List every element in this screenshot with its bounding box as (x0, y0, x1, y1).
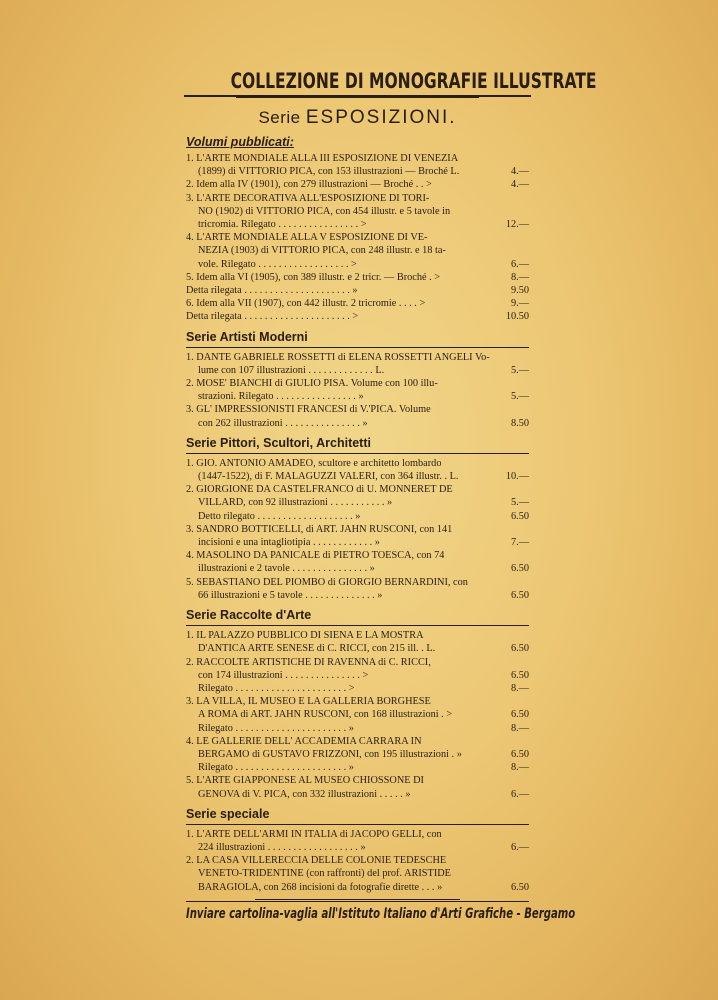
entry-price (527, 828, 529, 841)
entry-price: 8.— (510, 722, 529, 734)
entry-text: 2. Idem alla IV (1901), con 279 illustrazioni — Broché . . > (186, 179, 432, 191)
entry-text: BERGAMO di GUSTAVO FRIZZONI, con 195 illustrazioni . » (198, 748, 462, 760)
entry-price: 4.— (510, 166, 529, 178)
entry-text: 1. DANTE GABRIELE ROSSETTI di ELENA ROSSETTI ANGELI Vo- (186, 351, 490, 363)
entry-line (186, 205, 529, 218)
catalog-section (186, 135, 529, 324)
entry-text: 2. GIORGIONE DA CASTELFRANCO di U. MONNERET DE (186, 484, 453, 496)
series-prefix: Serie (258, 108, 301, 127)
entry-line (186, 284, 529, 297)
entry-price: 10.— (505, 471, 529, 483)
title-divider (184, 95, 531, 97)
entry-price: 8.— (510, 682, 529, 694)
entry-text: NO (1902) di VITTORIO PICA, con 454 illustr. e 5 tavole in (198, 205, 451, 217)
entry-text: 3. SANDRO BOTTICELLI, di ART. JAHN RUSCONI, con 141 (186, 523, 453, 535)
entry-line (186, 523, 529, 536)
series-title (186, 107, 529, 129)
entry-price: 8.— (510, 271, 529, 283)
entry-text: illustrazioni e 2 tavole . . . . . . . . . . . . . . . » (198, 563, 375, 575)
entry-text: GENOVA di V. PICA, con 332 illustrazioni . . . . . » (198, 788, 411, 800)
entry-text: 5. L'ARTE GIAPPONESE AL MUSEO CHIOSSONE DI (186, 775, 424, 787)
entry-price: 6.50 (510, 748, 529, 760)
section-heading: Serie speciale (186, 806, 270, 821)
entry-line (186, 403, 529, 416)
section-heading: Serie Raccolte d'Arte (186, 608, 312, 623)
entry-line (186, 669, 529, 682)
entry-text: VILLARD, con 92 illustrazioni . . . . . . . . . . . » (198, 497, 393, 509)
entry-text: 2. MOSE' BIANCHI di GIULIO PISA. Volume con 100 illu- (186, 378, 438, 390)
entry-text: VENETO-TRIDENTINE (con raffronti) del prof. ARISTIDE (198, 868, 451, 880)
footer-divider (186, 901, 529, 902)
entry-line (186, 708, 529, 721)
entry-text: Rilegato . . . . . . . . . . . . . . . . . . . . . . > (198, 682, 355, 694)
entry-text: 66 illustrazioni e 5 tavole . . . . . . . . . . . . . . » (198, 589, 383, 601)
catalog-page (186, 68, 597, 922)
entry-price: 6.50 (510, 510, 529, 522)
entry-line (186, 258, 529, 271)
entry-line (186, 536, 529, 549)
entry-price (527, 576, 529, 589)
entry-price (527, 403, 529, 416)
entry-price (527, 231, 529, 244)
entry-text: con 174 illustrazioni . . . . . . . . . . . . . . . > (198, 669, 369, 681)
entry-line (186, 735, 529, 748)
entry-text: Rilegato . . . . . . . . . . . . . . . . . . . . . . » (198, 722, 354, 734)
section-heading: Volumi pubblicati: (186, 135, 294, 149)
entry-price (527, 656, 529, 669)
entry-price: 6.— (510, 788, 529, 800)
entry-text: 3. LA VILLA, IL MUSEO E LA GALLERIA BORGHESE (186, 696, 431, 708)
catalog-section (186, 608, 529, 801)
entry-price: 6.50 (510, 881, 529, 893)
section-divider (186, 453, 529, 454)
entry-price: 6.— (510, 841, 529, 853)
entry-line (186, 695, 529, 708)
entry-price: 8.— (510, 762, 529, 774)
entry-line (186, 867, 529, 880)
entry-text: A ROMA di ART. JAHN RUSCONI, con 168 illustrazioni . > (198, 709, 453, 721)
entry-text: 4. MASOLINO DA PANICALE di PIETRO TOESCA, con 74 (186, 550, 445, 562)
entry-line (186, 390, 529, 403)
entry-text: vole. Rilegato . . . . . . . . . . . . . . . . . . > (198, 258, 357, 270)
entry-price (527, 244, 529, 257)
entry-line (186, 297, 529, 310)
entry-price (527, 774, 529, 787)
entry-text: 2. LA CASA VILLERECCIA DELLE COLONIE TEDESCHE (186, 855, 447, 867)
entry-text: 1. IL PALAZZO PUBBLICO DI SIENA E LA MOSTRA (186, 630, 424, 642)
entry-line (186, 841, 529, 854)
entry-text: (1447-1522), di F. MALAGUZZI VALERI, con 364 illustr. . L. (198, 471, 459, 483)
collection-title: COLLEZIONE DI MONOGRAFIE ILLUSTRATE (230, 69, 597, 93)
entry-line (186, 881, 529, 894)
entry-text: 3. GL' IMPRESSIONISTI FRANCESI di V.'PICA. Volume (186, 404, 431, 416)
entry-price (527, 735, 529, 748)
entry-line (186, 642, 529, 655)
entry-line (186, 576, 529, 589)
entry-list (186, 828, 529, 894)
entry-price: 10.50 (505, 311, 529, 323)
entry-price (527, 867, 529, 880)
entry-text: Rilegato . . . . . . . . . . . . . . . . . . . . . . » (198, 762, 354, 774)
entry-line (186, 218, 529, 231)
entry-line (186, 562, 529, 575)
entry-price: 6.50 (510, 563, 529, 575)
entry-text: 3. L'ARTE DECORATIVA ALL'ESPOSIZIONE DI TORI- (186, 192, 430, 204)
entry-line (186, 364, 529, 377)
entry-price: 6.50 (510, 589, 529, 601)
entry-price (527, 523, 529, 536)
section-divider (186, 347, 529, 348)
entry-text: 1. GIO. ANTONIO AMADEO, scultore e architetto lombardo (186, 457, 442, 469)
entry-line (186, 656, 529, 669)
entry-price: 6.— (510, 258, 529, 270)
entry-line (186, 470, 529, 483)
entry-price (527, 695, 529, 708)
entry-text: Detta rilegata . . . . . . . . . . . . . . . . . . . . . > (186, 311, 359, 323)
entry-line (186, 788, 529, 801)
entry-price (527, 457, 529, 470)
entry-text: BARAGIOLA, con 268 incisioni da fotografie dirette . . . » (198, 881, 443, 893)
entry-price: 4.— (510, 179, 529, 191)
series-name: ESPOSIZIONI. (305, 107, 457, 128)
entry-price (527, 549, 529, 562)
entry-text: tricromia. Rilegato . . . . . . . . . . . . . . . . > (198, 219, 367, 231)
entry-text: Detto rilegato . . . . . . . . . . . . . . . . . . . » (198, 510, 361, 522)
entry-text: 4. L'ARTE MONDIALE ALLA V ESPOSIZIONE DI VE- (186, 232, 428, 244)
entry-line (186, 231, 529, 244)
entry-price: 8.50 (510, 417, 529, 429)
entry-text: (1899) di VITTORIO PICA, con 153 illustrazioni — Broché L. (198, 166, 460, 178)
entry-line (186, 271, 529, 284)
entry-price: 9.— (510, 298, 529, 310)
entry-line (186, 629, 529, 642)
entry-price (527, 854, 529, 867)
catalog-section (186, 807, 529, 894)
entry-text: 2. RACCOLTE ARTISTICHE DI RAVENNA di C. RICCI, (186, 656, 431, 668)
entry-line (186, 761, 529, 774)
entry-line (186, 748, 529, 761)
entry-line (186, 774, 529, 787)
entry-line (186, 828, 529, 841)
entry-price: 5.— (510, 497, 529, 509)
entry-line (186, 682, 529, 695)
entry-line (186, 152, 529, 165)
entry-price (527, 192, 529, 205)
entry-price (527, 483, 529, 496)
entry-text: 224 illustrazioni . . . . . . . . . . . . . . . . . . » (198, 841, 366, 853)
entry-price (527, 377, 529, 390)
entry-price: 6.50 (510, 669, 529, 681)
entry-line (186, 310, 529, 323)
entry-line (186, 589, 529, 602)
entry-text: 1. L'ARTE DELL'ARMI IN ITALIA di JACOPO GELLI, con (186, 828, 442, 840)
catalog-section (186, 436, 529, 602)
entry-price: 12.— (505, 219, 529, 231)
entry-line (186, 722, 529, 735)
entry-text: incisioni e una intagliotipia . . . . . . . . . . . . » (198, 537, 380, 549)
entry-list (186, 351, 529, 430)
entry-text: NEZIA (1903) di VITTORIO PICA, con 248 illustr. e 18 ta- (198, 245, 446, 257)
entry-list (186, 457, 529, 602)
entry-price: 6.50 (510, 643, 529, 655)
entry-price (527, 351, 529, 364)
entry-price (527, 629, 529, 642)
entry-line (186, 351, 529, 364)
entry-text: lume con 107 illustrazioni . . . . . . . . . . . . . L. (198, 364, 385, 376)
entry-price: 7.— (510, 537, 529, 549)
entry-list (186, 629, 529, 801)
entry-list (186, 152, 529, 324)
entry-price: 9.50 (510, 285, 529, 297)
entry-line (186, 417, 529, 430)
entry-line (186, 457, 529, 470)
entry-line (186, 549, 529, 562)
entry-price (527, 205, 529, 218)
entry-line (186, 854, 529, 867)
catalog-section (186, 330, 529, 430)
entry-price: 5.— (510, 364, 529, 376)
entry-line (186, 510, 529, 523)
entry-line (186, 483, 529, 496)
entry-line (186, 165, 529, 178)
entry-text: 5. SEBASTIANO DEL PIOMBO di GIORGIO BERNARDINI, con (186, 576, 468, 588)
entry-text: con 262 illustrazioni . . . . . . . . . . . . . . . » (198, 417, 368, 429)
entry-line (186, 192, 529, 205)
entry-price: 6.50 (510, 709, 529, 721)
entry-line (186, 244, 529, 257)
section-divider (186, 625, 529, 626)
catalog-sections (186, 135, 529, 894)
section-heading: Serie Pittori, Scultori, Architetti (186, 435, 371, 450)
entry-price (527, 152, 529, 165)
entry-line (186, 496, 529, 509)
order-instructions: Inviare cartolina-vaglia all'Istituto Italiano d'Arti Grafiche - Bergamo (186, 905, 576, 922)
entry-text: D'ANTICA ARTE SENESE di C. RICCI, con 215 ill. . L. (198, 643, 436, 655)
section-divider (186, 824, 529, 825)
entry-text: Detta rilegata . . . . . . . . . . . . . . . . . . . . . » (186, 285, 358, 297)
entry-text: 6. Idem alla VII (1907), con 442 illustr. 2 tricromie . . . . > (186, 298, 426, 310)
entry-text: 5. Idem alla VI (1905), con 389 illustr. e 2 tricr. — Broché . > (186, 271, 441, 283)
entry-text: 1. L'ARTE MONDIALE ALLA III ESPOSIZIONE DI VENEZIA (186, 153, 459, 164)
entry-line (186, 178, 529, 191)
entry-text: strazioni. Rilegato . . . . . . . . . . . . . . . . » (198, 391, 364, 403)
entry-line (186, 377, 529, 390)
section-heading: Serie Artisti Moderni (186, 329, 308, 344)
entry-text: 4. LE GALLERIE DELL' ACCADEMIA CARRARA IN (186, 735, 422, 747)
entry-price: 5.— (510, 391, 529, 403)
